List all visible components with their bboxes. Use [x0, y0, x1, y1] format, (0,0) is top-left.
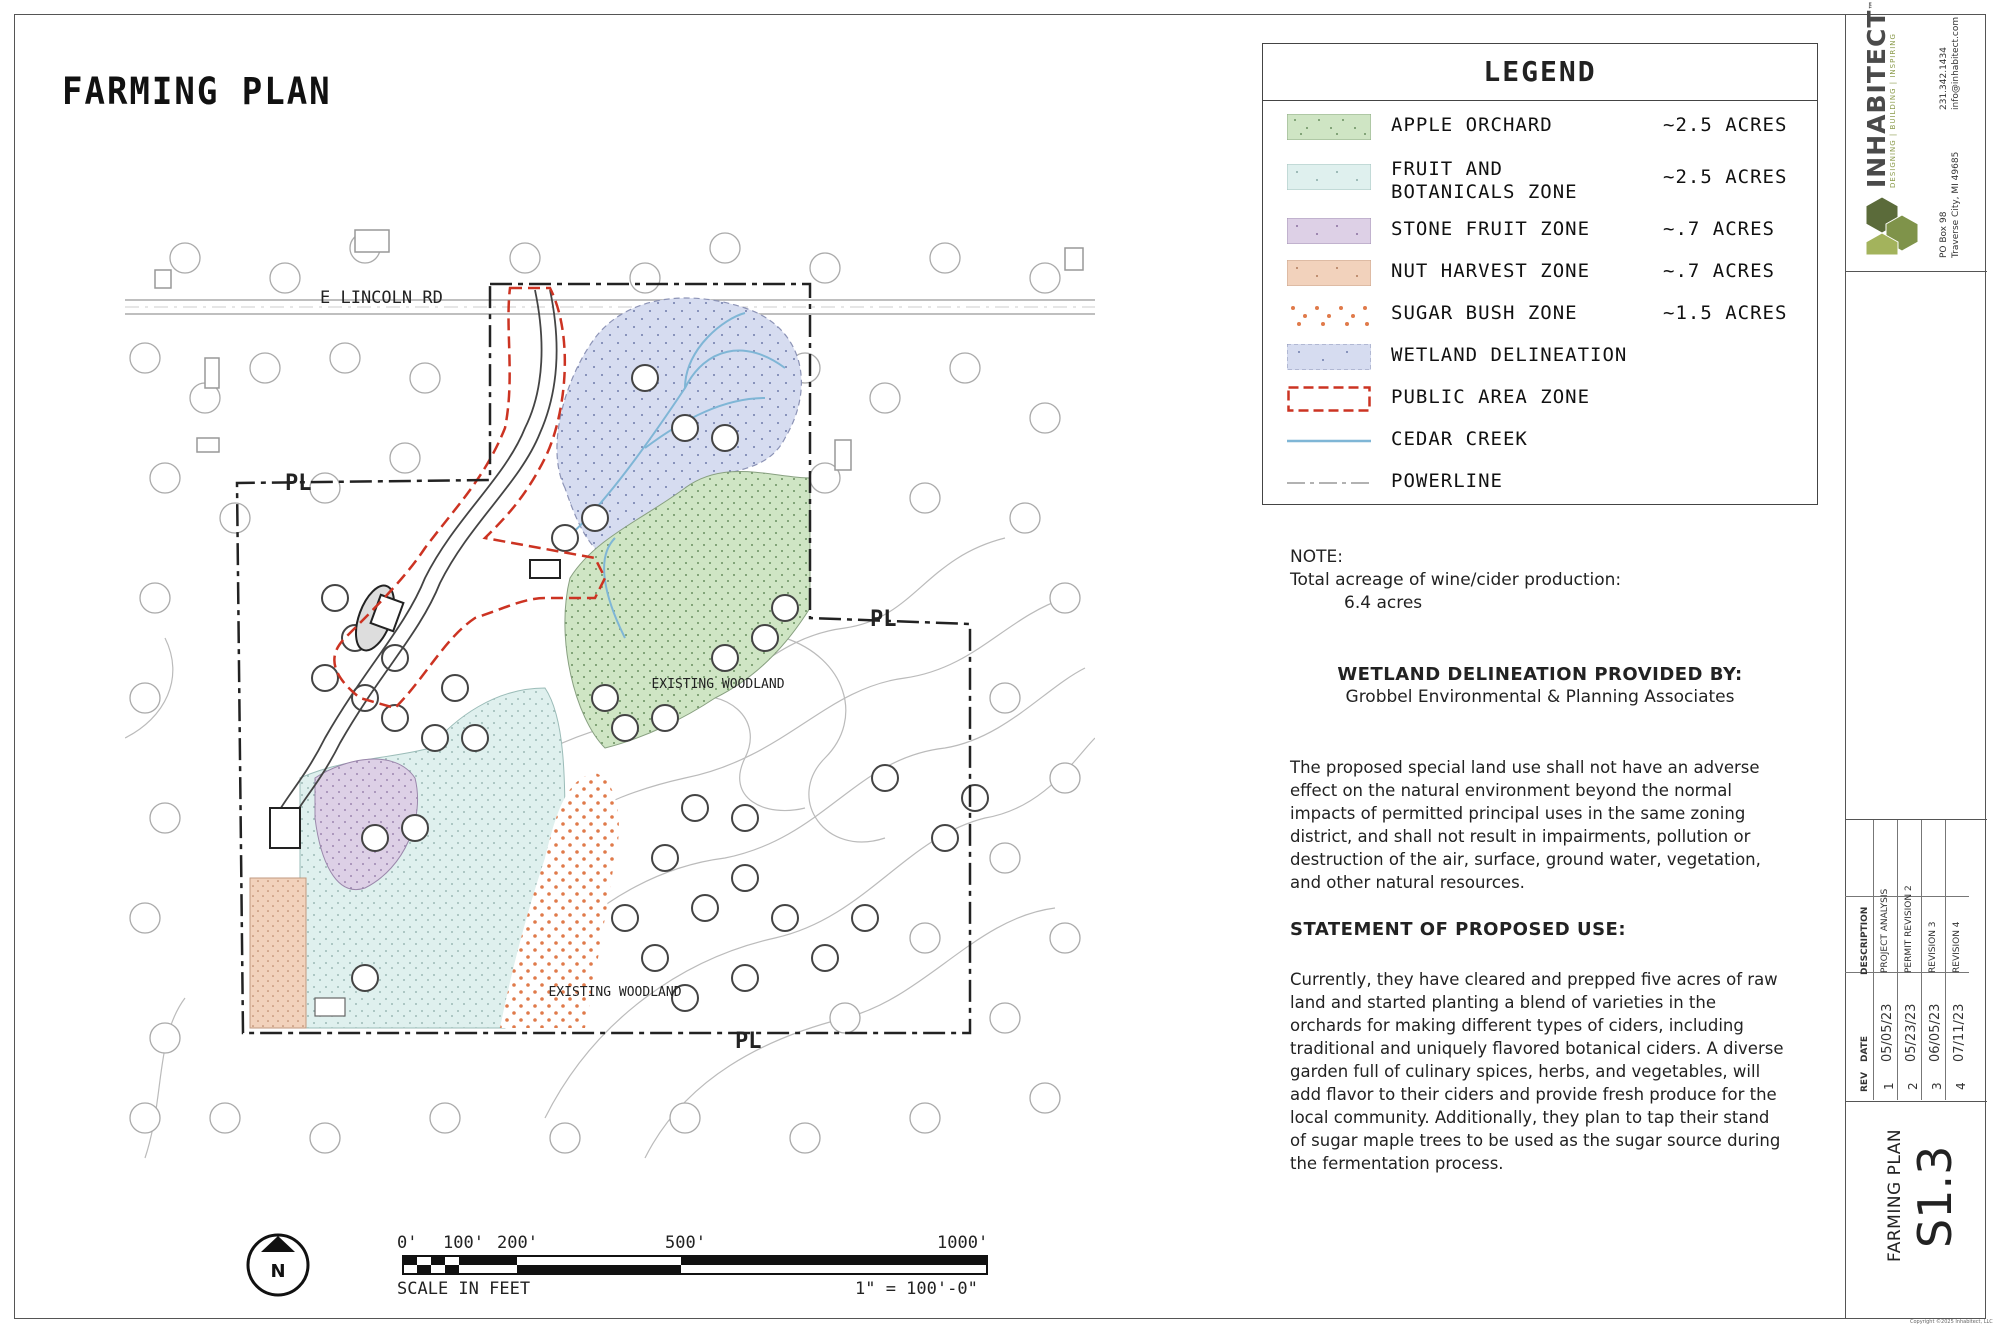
firm-name: INHABITECT™ — [1862, 0, 1891, 188]
legend-acres: ~.7 ACRES — [1663, 260, 1775, 282]
legend-acres: ~1.5 ACRES — [1663, 302, 1788, 324]
legend-item-powerline — [1263, 464, 1817, 500]
wetland-heading: WETLAND DELINEATION PROVIDED BY: — [1337, 664, 1743, 685]
rev-row-3-date: 06/05/23 — [1928, 1003, 1943, 1062]
pl-label-1: PL — [285, 471, 312, 496]
note-line2: 6.4 acres — [1344, 593, 1423, 613]
firm-address — [1938, 152, 1962, 258]
rev-row-1-date: 05/05/23 — [1880, 1003, 1895, 1062]
apple-orchard-swatch — [1287, 114, 1371, 140]
legend-label: STONE FRUIT ZONE — [1391, 218, 1591, 240]
statement-heading: STATEMENT OF PROPOSED USE: — [1290, 919, 1627, 940]
legend-label: WETLAND DELINEATION — [1391, 344, 1628, 366]
statement-paragraph: Currently, they have cleared and prepped five acres of raw land and started planting a blend of varieties in the orchards for making different types of ciders, including traditional and uniquely flavored botanical ciders. A diverse garden full of culinary spices, herbs, and vegetables, will add flavor to their ciders and provide fresh produce for the local community. Additionally, they plan to tap their stand of sugar maple trees to be used as the sugar source during the fermentation process. — [1290, 970, 1784, 1173]
copyright-notice: Copyright ©2025 Inhabitect, LLC — [1910, 1319, 1993, 1325]
note-block — [1290, 546, 1621, 615]
scale-tick-0: 0' — [397, 1233, 418, 1253]
north-label: N — [270, 1261, 286, 1282]
rev-row-4-date: 07/11/23 — [1952, 1003, 1967, 1062]
rev-row-3-rev: 3 — [1930, 1082, 1944, 1090]
firm-logo-icon — [1862, 195, 1922, 255]
scale-bar — [395, 1230, 995, 1300]
nut-harvest-swatch — [1287, 260, 1371, 286]
rev-header: REV — [1860, 1071, 1870, 1092]
legend-acres: ~2.5 ACRES — [1663, 166, 1788, 188]
firm-email: info@inhabitect.com — [1951, 16, 1961, 110]
legend-label: NUT HARVEST ZONE — [1391, 260, 1591, 282]
woodland-label-1: EXISTING WOODLAND — [651, 677, 785, 692]
legend-label-line1: FRUIT AND — [1391, 158, 1503, 180]
legend-item-fruit-botanicals — [1263, 152, 1817, 202]
pl-label-2: PL — [870, 607, 897, 632]
site-plan-map — [125, 218, 1095, 1168]
firm-tagline: DESIGNING | BUILDING | INSPIRING — [1889, 33, 1897, 188]
date-header: DATE — [1860, 1035, 1870, 1062]
legend-item-wetland — [1263, 338, 1817, 374]
scale-caption: SCALE IN FEET — [397, 1279, 531, 1299]
note-label: NOTE: — [1290, 547, 1343, 567]
legend-title: LEGEND — [1263, 44, 1817, 101]
sheet-title: FARMING PLAN — [62, 70, 332, 114]
pl-label-3: PL — [735, 1029, 762, 1054]
firm-address-line1: PO Box 98 — [1939, 211, 1949, 258]
rev-row-3-description: REVISION 3 — [1928, 921, 1938, 973]
legend — [1262, 43, 1818, 505]
legend-label: POWERLINE — [1391, 470, 1503, 492]
powerline-swatch — [1287, 470, 1371, 496]
sheet-number: S1.3 — [1908, 1145, 1962, 1248]
rev-row-2-rev: 2 — [1906, 1082, 1920, 1090]
rev-row-4-rev: 4 — [1954, 1082, 1968, 1090]
woodland-label-2: EXISTING WOODLAND — [548, 985, 682, 1000]
note-line1: Total acreage of wine/cider production: — [1290, 570, 1622, 590]
legend-item-public-area — [1263, 380, 1817, 416]
firm-address-line2: Traverse City, MI 49685 — [1951, 151, 1961, 258]
rev-row-2-date: 05/23/23 — [1904, 1003, 1919, 1062]
legend-item-cedar-creek — [1263, 422, 1817, 458]
rev-row-2-description: PERMIT REVISION 2 — [1904, 885, 1914, 973]
rev-row-1-description: PROJECT ANALYSIS — [1880, 888, 1890, 973]
north-arrow — [245, 1232, 315, 1302]
wetland-provider: Grobbel Environmental & Planning Associates — [1345, 687, 1735, 707]
scale-tick-200: 200' — [497, 1233, 538, 1253]
public-area-swatch — [1287, 386, 1371, 412]
wetland-credit — [1290, 663, 1790, 709]
legend-acres: ~2.5 ACRES — [1663, 114, 1788, 136]
scale-tick-100: 100' — [443, 1233, 484, 1253]
legend-item-nut-harvest — [1263, 254, 1817, 290]
scale-tick-1000: 1000' — [937, 1233, 989, 1253]
land-use-paragraph: The proposed special land use shall not have an adverse effect on the natural environment beyond the normal impacts of permitted principal uses in the same zoning district, and shall not result in impairments, pollution or destruction of the air, surface, ground water, vegetation, and other natural resources. — [1290, 758, 1761, 892]
cedar-creek-swatch — [1287, 428, 1371, 454]
stone-fruit-swatch — [1287, 218, 1371, 244]
scale-ratio: 1" = 100'-0" — [855, 1279, 978, 1299]
rev-row-1-rev: 1 — [1882, 1082, 1896, 1090]
scale-tick-500: 500' — [665, 1233, 706, 1253]
legend-label: CEDAR CREEK — [1391, 428, 1528, 450]
legend-label-line2: BOTANICALS ZONE — [1391, 181, 1578, 203]
road-label: E LINCOLN RD — [320, 288, 443, 308]
firm-phone: 231.342.1434 — [1939, 47, 1949, 110]
legend-item-apple-orchard — [1263, 108, 1817, 144]
legend-item-sugar-bush — [1263, 296, 1817, 332]
sugar-bush-swatch — [1287, 302, 1371, 328]
legend-acres: ~.7 ACRES — [1663, 218, 1775, 240]
legend-label: SUGAR BUSH ZONE — [1391, 302, 1578, 324]
fruit-botanicals-swatch — [1287, 164, 1371, 190]
legend-label: APPLE ORCHARD — [1391, 114, 1553, 136]
rev-row-4-description: REVISION 4 — [1952, 921, 1962, 973]
firm-contact — [1938, 17, 1962, 110]
legend-label: PUBLIC AREA ZONE — [1391, 386, 1591, 408]
sheet-name: FARMING PLAN — [1885, 1128, 1905, 1262]
legend-item-stone-fruit — [1263, 212, 1817, 248]
wetland-swatch — [1287, 344, 1371, 370]
description-header: DESCRIPTION — [1860, 906, 1870, 975]
zone-nut-harvest — [250, 878, 306, 1028]
